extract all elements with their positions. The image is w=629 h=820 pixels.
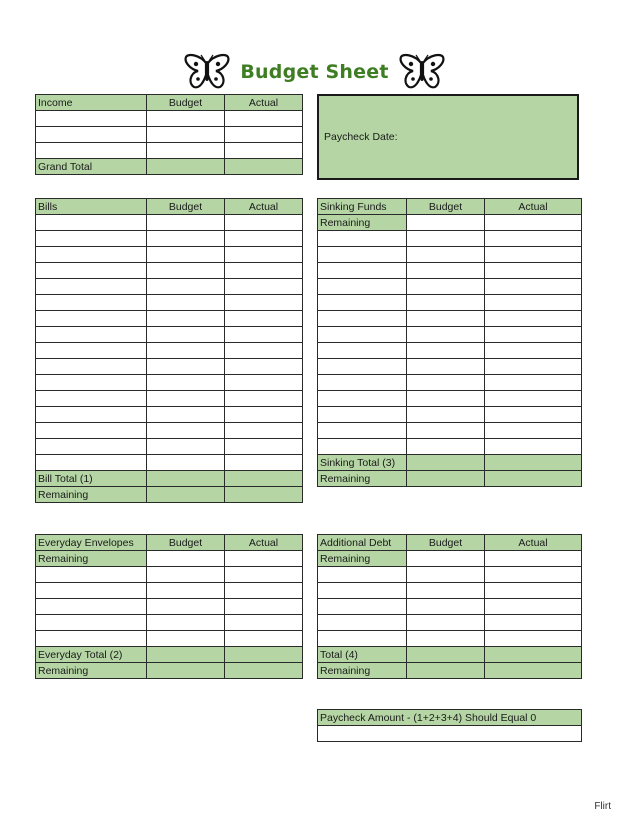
everyday-envelopes-table [35, 534, 303, 679]
table-row[interactable] [36, 615, 303, 631]
table-row[interactable] [36, 567, 303, 583]
table-row[interactable] [318, 295, 582, 311]
paycheck-amount-label: Paycheck Amount - (1+2+3+4) Should Equal 0 [318, 710, 582, 726]
paycheck-amount-field[interactable] [318, 726, 582, 742]
table-row[interactable] [36, 327, 303, 343]
table-row[interactable] [36, 375, 303, 391]
table-row[interactable] [318, 279, 582, 295]
sinking-funds-header: Sinking Funds [318, 199, 407, 215]
budget-header: Budget [147, 199, 225, 215]
additional-debt-table [317, 534, 582, 679]
sinking-total-label: Sinking Total (3) [318, 455, 407, 471]
table-row[interactable] [36, 343, 303, 359]
butterfly-icon [184, 53, 230, 91]
paycheck-date-box[interactable] [317, 94, 579, 180]
paycheck-date-label: Paycheck Date: [324, 131, 398, 143]
table-row[interactable] [36, 455, 303, 471]
actual-header: Actual [225, 535, 303, 551]
table-row[interactable] [36, 295, 303, 311]
table-row[interactable] [318, 327, 582, 343]
everyday-total-label: Everyday Total (2) [36, 647, 147, 663]
budget-header: Budget [407, 535, 485, 551]
debt-remaining-label: Remaining [318, 551, 407, 567]
sinking-remaining-bottom-label: Remaining [318, 471, 407, 487]
everyday-remaining-label: Remaining [36, 551, 147, 567]
table-row[interactable] [36, 407, 303, 423]
actual-header: Actual [485, 199, 582, 215]
actual-header: Actual [225, 199, 303, 215]
butterfly-icon [399, 53, 445, 91]
table-row[interactable] [318, 359, 582, 375]
table-row[interactable] [36, 127, 303, 143]
table-row[interactable] [318, 311, 582, 327]
grand-total-label: Grand Total [36, 159, 147, 175]
table-row[interactable] [318, 631, 582, 647]
additional-debt-header: Additional Debt [318, 535, 407, 551]
table-row[interactable] [318, 615, 582, 631]
budget-header: Budget [147, 535, 225, 551]
bill-total-label: Bill Total (1) [36, 471, 147, 487]
table-row[interactable] [36, 143, 303, 159]
table-row[interactable] [36, 583, 303, 599]
table-row[interactable] [318, 263, 582, 279]
table-row[interactable] [36, 111, 303, 127]
actual-header: Actual [485, 535, 582, 551]
page-title: Budget Sheet [240, 61, 389, 83]
actual-header: Actual [225, 95, 303, 111]
table-row[interactable] [36, 439, 303, 455]
table-row[interactable] [318, 247, 582, 263]
paycheck-amount-table [317, 709, 582, 742]
table-row[interactable] [318, 343, 582, 359]
table-row[interactable] [318, 583, 582, 599]
table-row[interactable] [36, 631, 303, 647]
income-table [35, 94, 303, 175]
table-row[interactable] [318, 423, 582, 439]
table-row[interactable] [318, 439, 582, 455]
sinking-funds-table [317, 198, 582, 487]
table-row[interactable] [318, 231, 582, 247]
table-row[interactable] [36, 263, 303, 279]
table-row[interactable] [36, 359, 303, 375]
table-row[interactable] [318, 567, 582, 583]
budget-header: Budget [407, 199, 485, 215]
sinking-remaining-label: Remaining [318, 215, 407, 231]
bills-header: Bills [36, 199, 147, 215]
budget-header: Budget [147, 95, 225, 111]
table-row[interactable] [318, 391, 582, 407]
table-row[interactable] [36, 311, 303, 327]
table-row[interactable] [36, 231, 303, 247]
credit-text: Flirt [594, 801, 611, 812]
bills-table [35, 198, 303, 503]
debt-total-label: Total (4) [318, 647, 407, 663]
table-row[interactable] [318, 407, 582, 423]
table-row[interactable] [36, 247, 303, 263]
table-row[interactable] [318, 599, 582, 615]
income-header: Income [36, 95, 147, 111]
table-row[interactable] [36, 391, 303, 407]
table-row[interactable] [36, 279, 303, 295]
table-row[interactable] [36, 423, 303, 439]
page-header [0, 58, 629, 86]
table-row[interactable] [36, 215, 303, 231]
table-row[interactable] [36, 599, 303, 615]
everyday-remaining-bottom-label: Remaining [36, 663, 147, 679]
table-row[interactable] [318, 375, 582, 391]
debt-remaining-bottom-label: Remaining [318, 663, 407, 679]
bill-remaining-label: Remaining [36, 487, 147, 503]
everyday-envelopes-header: Everyday Envelopes [36, 535, 147, 551]
